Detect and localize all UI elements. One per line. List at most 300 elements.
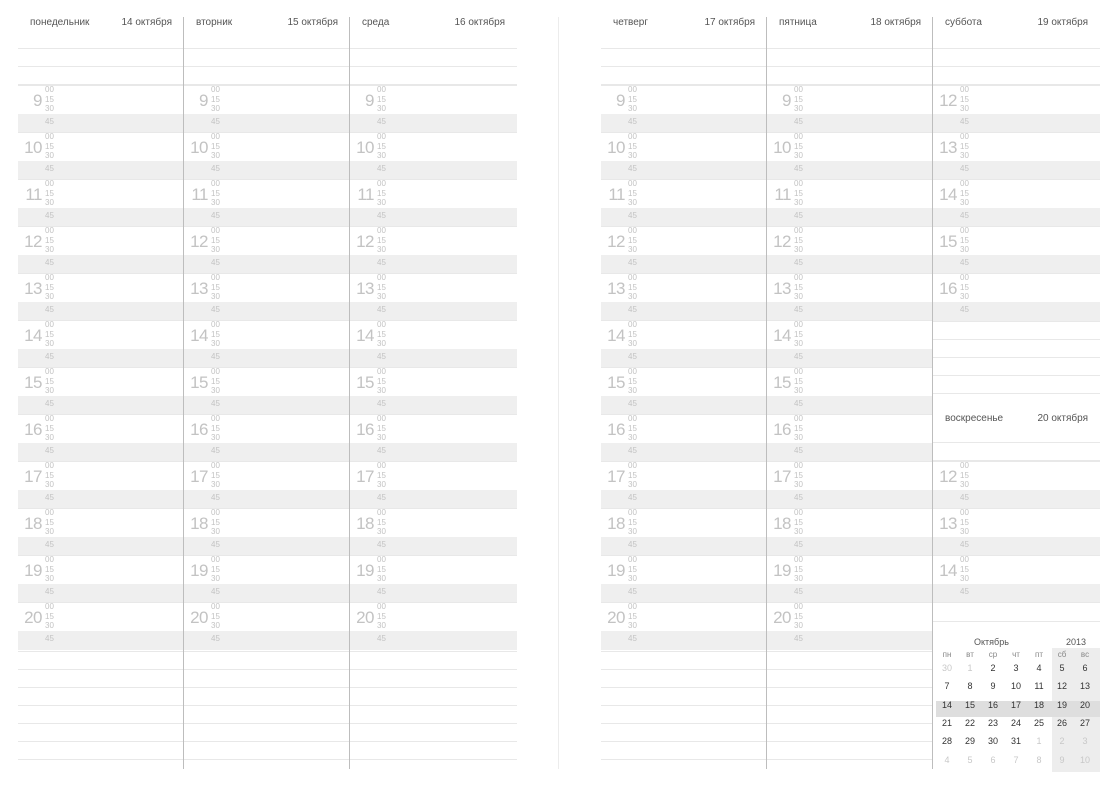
minute-label: 00 <box>211 226 220 235</box>
minute-label: 30 <box>211 480 220 489</box>
minute-label-45: 45 <box>45 352 54 361</box>
minute-label: 30 <box>211 104 220 113</box>
minute-labels <box>794 461 803 490</box>
minute-label: 00 <box>377 602 386 611</box>
quarter-band <box>350 302 517 321</box>
minute-label: 00 <box>794 508 803 517</box>
quarter-band <box>767 537 933 556</box>
minute-labels <box>628 320 637 349</box>
day-date: 17 октября <box>704 17 755 28</box>
minute-label: 15 <box>45 517 54 527</box>
hour-line <box>601 461 767 462</box>
hour-label: 16 <box>24 420 42 439</box>
day-divider <box>349 17 350 769</box>
minute-label: 30 <box>794 574 803 583</box>
hour-label: 20 <box>607 608 625 627</box>
quarter-band <box>18 114 184 133</box>
minute-label-45: 45 <box>794 634 803 643</box>
minute-label: 30 <box>211 245 220 254</box>
minute-label: 00 <box>628 508 637 517</box>
hour-line <box>601 85 767 86</box>
hour-label: 19 <box>24 561 42 580</box>
hour-label: 14 <box>190 326 208 345</box>
minute-label: 30 <box>45 574 54 583</box>
hour-label: 12 <box>773 232 791 251</box>
minute-label: 30 <box>45 386 54 395</box>
quarter-band <box>767 443 933 462</box>
calendar-day: 8 <box>1036 754 1042 765</box>
minute-label: 00 <box>45 85 54 94</box>
minute-label: 30 <box>211 151 220 160</box>
minute-label: 15 <box>45 564 54 574</box>
calendar-weekday: пт <box>1035 650 1043 659</box>
quarter-band <box>18 396 184 415</box>
hour-line <box>184 602 350 603</box>
minute-label: 30 <box>960 245 969 254</box>
minute-label: 15 <box>794 188 803 198</box>
calendar-year: 2013 <box>1066 637 1087 647</box>
footer-line <box>184 705 350 706</box>
minute-label: 15 <box>628 376 637 386</box>
minute-label-45: 45 <box>211 211 220 220</box>
minute-label: 00 <box>211 320 220 329</box>
footer-line <box>767 723 933 724</box>
minute-label: 00 <box>211 273 220 282</box>
hour-label: 20 <box>356 608 374 627</box>
minute-labels <box>45 602 54 631</box>
hour-line <box>601 602 767 603</box>
minute-labels <box>794 367 803 396</box>
hour-label: 13 <box>24 279 42 298</box>
minute-label: 30 <box>628 386 637 395</box>
hour-line <box>184 320 350 321</box>
minute-label-45: 45 <box>211 634 220 643</box>
hour-label: 11 <box>357 185 374 204</box>
minute-label-45: 45 <box>960 211 969 220</box>
minute-label-45: 45 <box>211 446 220 455</box>
minute-label: 30 <box>794 151 803 160</box>
minute-label: 30 <box>628 574 637 583</box>
minute-label: 15 <box>960 141 969 151</box>
calendar-day: 7 <box>1013 754 1019 765</box>
minute-label: 00 <box>628 179 637 188</box>
minute-label-45: 45 <box>794 305 803 314</box>
minute-label: 00 <box>211 602 220 611</box>
minute-label: 00 <box>211 367 220 376</box>
minute-label: 30 <box>628 292 637 301</box>
minute-label: 30 <box>628 104 637 113</box>
quarter-band <box>601 443 767 462</box>
footer-line <box>18 741 184 742</box>
minute-labels <box>628 85 637 114</box>
minute-label: 15 <box>960 235 969 245</box>
minute-labels <box>45 508 54 537</box>
quarter-band <box>184 443 350 462</box>
quarter-band <box>184 208 350 227</box>
quarter-band <box>18 631 184 650</box>
minute-label: 00 <box>377 320 386 329</box>
hour-line <box>18 273 184 274</box>
minute-label: 15 <box>45 235 54 245</box>
minute-label: 00 <box>960 179 969 188</box>
minute-label: 15 <box>377 423 386 433</box>
minute-label: 30 <box>628 480 637 489</box>
minute-label: 30 <box>794 386 803 395</box>
quarter-band <box>350 208 517 227</box>
minute-label: 15 <box>377 564 386 574</box>
minute-label: 00 <box>211 179 220 188</box>
minute-label: 30 <box>211 292 220 301</box>
minute-label: 30 <box>45 433 54 442</box>
minute-label: 15 <box>794 329 803 339</box>
calendar-day: 22 <box>964 717 975 728</box>
minute-label: 30 <box>45 198 54 207</box>
hour-line <box>350 273 517 274</box>
day-date: 15 октября <box>287 17 338 28</box>
minute-labels <box>211 132 220 161</box>
minute-labels <box>960 555 969 584</box>
minute-label: 15 <box>628 188 637 198</box>
calendar-weekday: пн <box>942 650 952 659</box>
minute-label: 30 <box>377 151 386 160</box>
minute-label-45: 45 <box>211 493 220 502</box>
day-date: 14 октября <box>121 17 172 28</box>
minute-label: 15 <box>794 282 803 292</box>
calendar-day: 5 <box>1059 663 1065 673</box>
minute-label: 15 <box>211 188 220 198</box>
minute-label-45: 45 <box>960 305 969 314</box>
quarter-band <box>933 490 1100 509</box>
calendar-day: 31 <box>1010 736 1021 747</box>
minute-label-45: 45 <box>960 540 969 549</box>
hour-label: 18 <box>24 514 42 533</box>
minute-labels <box>45 226 54 255</box>
quarter-band <box>18 537 184 556</box>
minute-label-45: 45 <box>628 117 637 126</box>
hour-label: 9 <box>782 91 791 110</box>
hour-label: 18 <box>190 514 208 533</box>
footer-line <box>767 741 933 742</box>
hour-label: 10 <box>607 138 625 157</box>
quarter-band <box>18 584 184 603</box>
minute-labels <box>211 602 220 631</box>
day-name: четверг <box>613 17 648 28</box>
hour-line <box>350 132 517 133</box>
hour-line <box>933 508 1100 509</box>
minute-label: 15 <box>377 282 386 292</box>
quarter-band <box>184 490 350 509</box>
day-name: суббота <box>945 17 982 28</box>
hour-line <box>184 85 350 86</box>
minute-label-45: 45 <box>377 446 386 455</box>
minute-labels <box>794 85 803 114</box>
minute-label: 30 <box>628 151 637 160</box>
calendar-day: 1 <box>1036 736 1042 747</box>
hour-label: 10 <box>356 138 374 157</box>
minute-label: 30 <box>794 198 803 207</box>
footer-line <box>184 651 350 652</box>
minute-label: 30 <box>377 621 386 630</box>
hour-label: 9 <box>616 91 625 110</box>
calendar-day: 9 <box>1059 754 1065 765</box>
minute-labels <box>45 414 54 443</box>
quarter-band <box>184 161 350 180</box>
minute-labels <box>377 367 386 396</box>
minute-label: 15 <box>211 94 220 104</box>
minute-label: 15 <box>211 141 220 151</box>
minute-labels <box>211 555 220 584</box>
hour-label: 11 <box>774 185 791 204</box>
minute-label: 30 <box>960 104 969 113</box>
hour-label: 12 <box>190 232 208 251</box>
minute-label: 15 <box>377 141 386 151</box>
hour-line <box>350 226 517 227</box>
day-name: понедельник <box>30 17 90 28</box>
hour-line <box>767 367 933 368</box>
hour-line <box>184 273 350 274</box>
minute-label: 00 <box>794 320 803 329</box>
minute-label: 30 <box>794 527 803 536</box>
quarter-band <box>601 255 767 274</box>
minute-label-45: 45 <box>377 352 386 361</box>
calendar-day: 14 <box>941 699 952 710</box>
minute-label: 15 <box>211 329 220 339</box>
quarter-band <box>184 631 350 650</box>
quarter-band <box>767 349 933 368</box>
minute-label: 15 <box>794 564 803 574</box>
minute-labels <box>628 414 637 443</box>
minute-label: 00 <box>960 132 969 141</box>
minute-label: 15 <box>211 470 220 480</box>
weekend-line <box>933 602 1100 603</box>
minute-label: 30 <box>377 198 386 207</box>
footer-line <box>18 651 184 652</box>
quarter-band <box>184 396 350 415</box>
minute-label-45: 45 <box>211 352 220 361</box>
day-column <box>767 0 933 790</box>
footer-line <box>184 759 350 760</box>
day-divider <box>183 17 184 769</box>
minute-label-45: 45 <box>794 117 803 126</box>
calendar-weekday: чт <box>1012 650 1020 659</box>
quarter-band <box>601 349 767 368</box>
minute-labels <box>45 320 54 349</box>
hour-line <box>601 179 767 180</box>
calendar-day: 25 <box>1033 717 1044 728</box>
minute-label-45: 45 <box>794 399 803 408</box>
minute-label: 30 <box>794 433 803 442</box>
minute-label: 00 <box>628 555 637 564</box>
minute-labels <box>377 414 386 443</box>
quarter-band <box>933 537 1100 556</box>
minute-label-45: 45 <box>628 211 637 220</box>
day-column <box>18 0 184 790</box>
quarter-band <box>18 255 184 274</box>
minute-label: 15 <box>377 188 386 198</box>
calendar-day: 28 <box>941 736 952 747</box>
hour-line <box>18 85 184 86</box>
footer-line <box>767 759 933 760</box>
minute-labels <box>628 132 637 161</box>
minute-label-45: 45 <box>628 164 637 173</box>
calendar-day: 1 <box>967 663 973 673</box>
hour-label: 18 <box>607 514 625 533</box>
hour-line <box>350 461 517 462</box>
hour-line <box>767 320 933 321</box>
minute-label: 15 <box>794 376 803 386</box>
minute-labels <box>45 132 54 161</box>
day-name: среда <box>362 17 390 28</box>
minute-label: 30 <box>211 433 220 442</box>
day-date: 19 октября <box>1037 17 1088 28</box>
minute-label: 15 <box>794 470 803 480</box>
calendar-day: 17 <box>1010 699 1021 710</box>
minute-label-45: 45 <box>628 305 637 314</box>
quarter-band <box>18 302 184 321</box>
minute-label: 15 <box>45 611 54 621</box>
minute-label: 15 <box>45 282 54 292</box>
minute-label: 00 <box>377 226 386 235</box>
minute-label: 15 <box>960 517 969 527</box>
minute-label: 15 <box>211 423 220 433</box>
minute-label: 00 <box>628 273 637 282</box>
hour-label: 20 <box>773 608 791 627</box>
hour-label: 20 <box>24 608 42 627</box>
minute-label: 15 <box>628 423 637 433</box>
minute-label: 00 <box>45 179 54 188</box>
minute-label-45: 45 <box>628 540 637 549</box>
minute-label-45: 45 <box>45 587 54 596</box>
minute-label: 15 <box>628 517 637 527</box>
minute-label: 30 <box>377 339 386 348</box>
hour-line <box>184 179 350 180</box>
minute-label: 30 <box>960 292 969 301</box>
minute-label-45: 45 <box>211 587 220 596</box>
minute-label-45: 45 <box>794 493 803 502</box>
minute-label: 30 <box>45 245 54 254</box>
hour-label: 17 <box>773 467 791 486</box>
hour-label: 14 <box>607 326 625 345</box>
minute-label-45: 45 <box>628 493 637 502</box>
footer-line <box>18 723 184 724</box>
minute-label: 00 <box>211 414 220 423</box>
hour-label: 10 <box>773 138 791 157</box>
hour-label: 9 <box>365 91 374 110</box>
minute-labels <box>794 320 803 349</box>
minute-label: 15 <box>211 376 220 386</box>
minute-label: 30 <box>628 245 637 254</box>
quarter-band <box>767 208 933 227</box>
footer-line <box>767 651 933 652</box>
minute-label: 00 <box>45 226 54 235</box>
calendar-day: 4 <box>1036 663 1042 673</box>
header-line <box>933 460 1100 461</box>
quarter-band <box>350 490 517 509</box>
minute-labels <box>377 555 386 584</box>
minute-labels <box>377 602 386 631</box>
calendar-day: 13 <box>1079 681 1090 692</box>
calendar-day: 11 <box>1034 681 1044 692</box>
hour-label: 17 <box>607 467 625 486</box>
minute-labels <box>794 179 803 208</box>
minute-label: 00 <box>628 461 637 470</box>
minute-label-45: 45 <box>45 493 54 502</box>
quarter-band <box>184 584 350 603</box>
quarter-band <box>767 114 933 133</box>
hour-label: 20 <box>190 608 208 627</box>
quarter-band <box>601 302 767 321</box>
quarter-band <box>601 208 767 227</box>
hour-line <box>601 414 767 415</box>
day-column <box>184 0 350 790</box>
minute-label: 15 <box>211 611 220 621</box>
minute-labels <box>377 85 386 114</box>
hour-label: 14 <box>773 326 791 345</box>
minute-label: 15 <box>377 611 386 621</box>
minute-labels <box>211 273 220 302</box>
hour-line <box>184 132 350 133</box>
minute-label: 15 <box>211 282 220 292</box>
calendar-month: Октябрь <box>974 637 1009 647</box>
quarter-band <box>767 584 933 603</box>
quarter-band <box>18 161 184 180</box>
minute-label: 30 <box>211 339 220 348</box>
header-line <box>933 442 1100 443</box>
day-name: пятница <box>779 17 817 28</box>
minute-labels <box>628 602 637 631</box>
minute-label: 15 <box>45 141 54 151</box>
minute-labels <box>628 273 637 302</box>
hour-label: 11 <box>25 185 42 204</box>
hour-line <box>933 461 1100 462</box>
minute-label: 30 <box>628 527 637 536</box>
minute-label: 00 <box>211 508 220 517</box>
minute-label: 30 <box>960 151 969 160</box>
minute-label-45: 45 <box>377 493 386 502</box>
minute-label-45: 45 <box>45 305 54 314</box>
minute-label: 00 <box>794 602 803 611</box>
minute-label: 15 <box>794 517 803 527</box>
hour-line <box>184 226 350 227</box>
minute-labels <box>628 555 637 584</box>
hour-line <box>18 132 184 133</box>
minute-labels <box>45 555 54 584</box>
hour-line <box>184 461 350 462</box>
minute-label-45: 45 <box>377 258 386 267</box>
minute-label-45: 45 <box>45 399 54 408</box>
hour-line <box>767 132 933 133</box>
minute-labels <box>628 461 637 490</box>
minute-label: 15 <box>211 517 220 527</box>
minute-label: 00 <box>377 461 386 470</box>
minute-label: 00 <box>628 132 637 141</box>
quarter-band <box>350 631 517 650</box>
hour-line <box>767 414 933 415</box>
minute-label: 15 <box>794 235 803 245</box>
minute-label: 00 <box>628 367 637 376</box>
quarter-band <box>601 631 767 650</box>
day-divider <box>766 17 767 769</box>
minute-label: 00 <box>377 132 386 141</box>
weekend-line <box>933 621 1100 622</box>
hour-label: 15 <box>939 232 957 251</box>
minute-label: 00 <box>794 367 803 376</box>
footer-line <box>184 741 350 742</box>
footer-line <box>18 669 184 670</box>
minute-labels <box>211 367 220 396</box>
minute-label: 00 <box>960 555 969 564</box>
quarter-band <box>601 490 767 509</box>
